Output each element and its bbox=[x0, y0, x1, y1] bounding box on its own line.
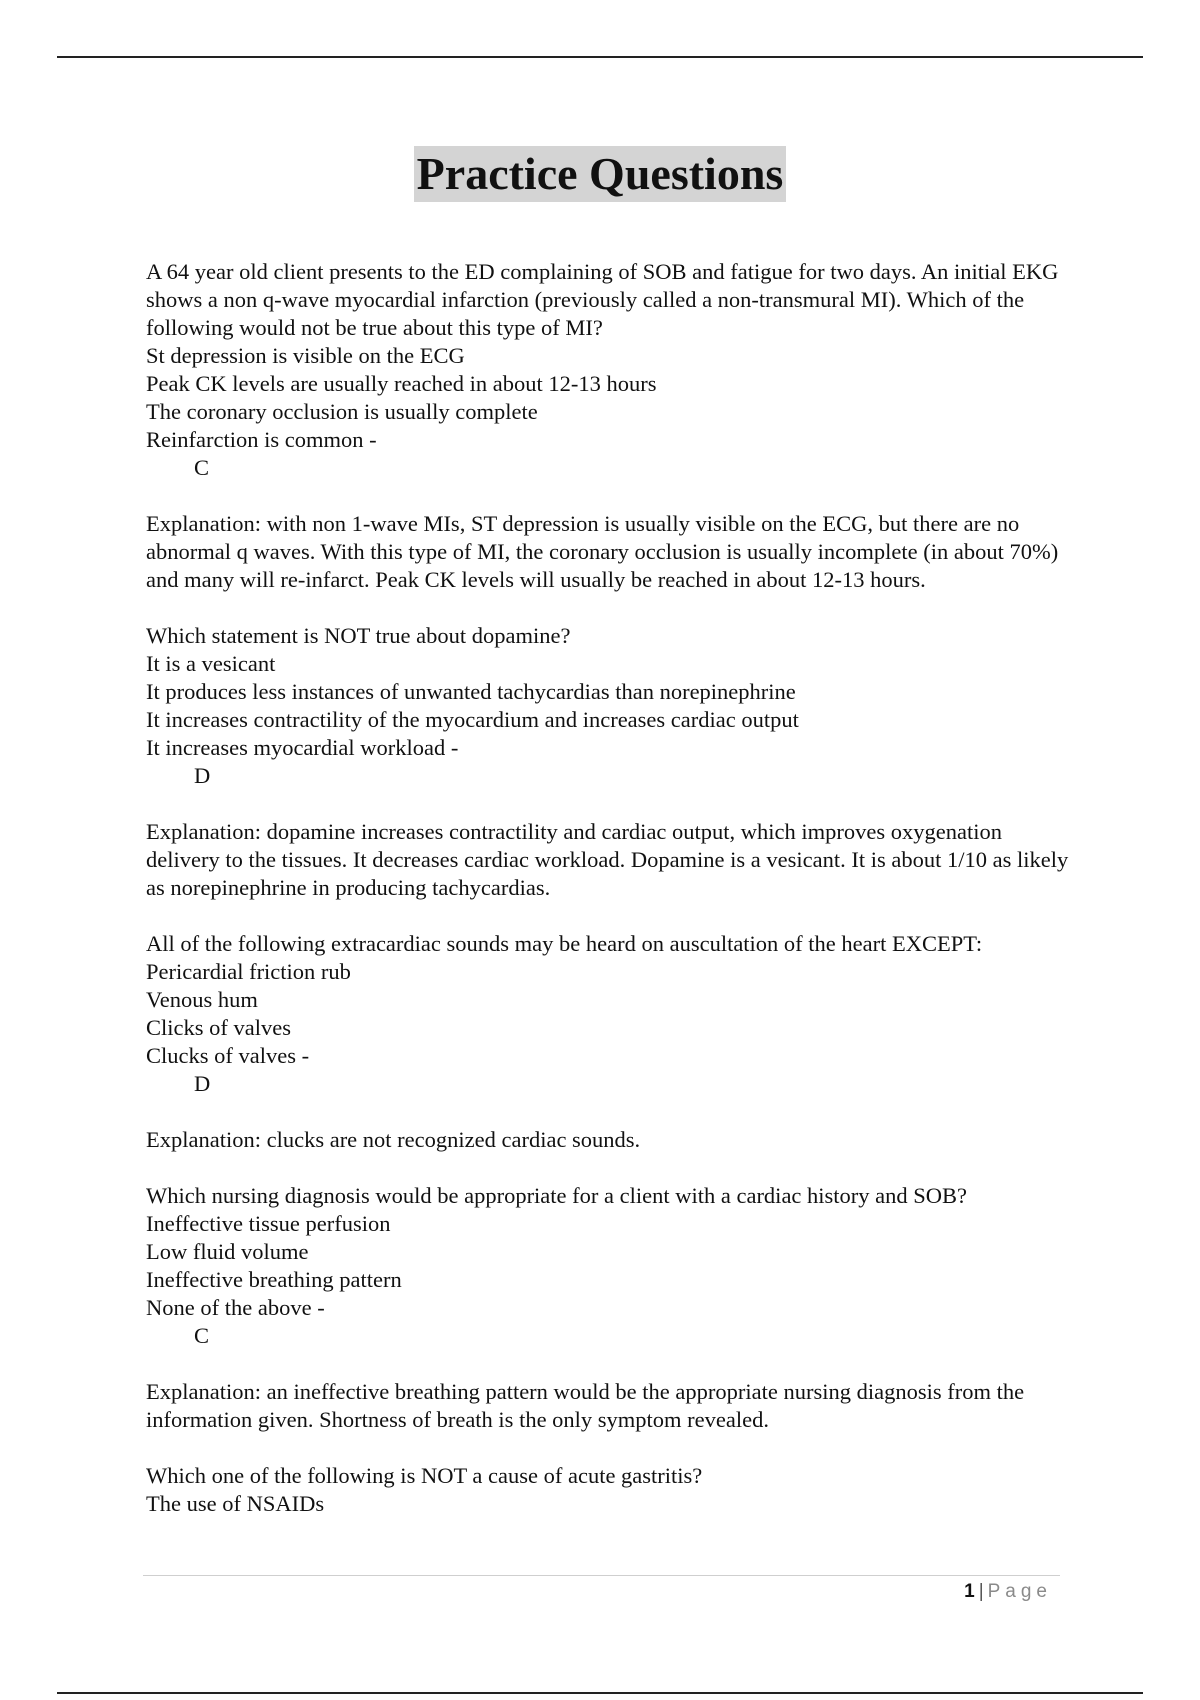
explanation-block-1 bbox=[146, 510, 1076, 594]
answer-option: Clucks of valves - bbox=[146, 1043, 310, 1068]
question-block-2 bbox=[146, 622, 1076, 790]
spacer bbox=[146, 594, 1076, 622]
answer-option: Pericardial friction rub bbox=[146, 959, 351, 984]
explanation-text: Explanation: an ineffective breathing pattern would be the appropriate nursing diagnosis from the information given. Shortness of breath is the only symptom revealed. bbox=[146, 1379, 1025, 1432]
answer-option: It is a vesicant bbox=[146, 651, 276, 676]
question-stem: All of the following extracardiac sounds may be heard on auscultation of the heart EXCEPT: bbox=[146, 931, 983, 956]
correct-answer: C bbox=[194, 455, 210, 480]
correct-answer: C bbox=[194, 1323, 210, 1348]
answer-option: Low fluid volume bbox=[146, 1239, 309, 1264]
answer-option: It produces less instances of unwanted tachycardias than norepinephrine bbox=[146, 679, 796, 704]
answer-option: Clicks of valves bbox=[146, 1015, 291, 1040]
question-stem: Which nursing diagnosis would be appropriate for a client with a cardiac history and SOB? bbox=[146, 1183, 968, 1208]
answer-option: Peak CK levels are usually reached in about 12-13 hours bbox=[146, 371, 657, 396]
explanation-text: Explanation: dopamine increases contractility and cardiac output, which improves oxygenation delivery to the tissues. It decreases cardiac workload. Dopamine is a vesicant. It is about 1/10 as likely as norepinephrine in producing tachycardias. bbox=[146, 819, 1069, 900]
spacer bbox=[146, 1434, 1076, 1462]
answer-option: The use of NSAIDs bbox=[146, 1491, 325, 1516]
explanation-block-3 bbox=[146, 1126, 1076, 1154]
explanation-block-2 bbox=[146, 818, 1076, 902]
explanation-text: Explanation: with non 1-wave MIs, ST depression is usually visible on the ECG, but there are no abnormal q waves. With this type of MI, the coronary occlusion is usually incomplete (in about 70%) and many will re-infarct. Peak CK levels will usually be reached in about 12-13 hours. bbox=[146, 511, 1059, 592]
answer-option: None of the above - bbox=[146, 1295, 325, 1320]
spacer bbox=[146, 1154, 1076, 1182]
question-block-5 bbox=[146, 1462, 1076, 1518]
spacer bbox=[146, 482, 1076, 510]
question-stem: A 64 year old client presents to the ED complaining of SOB and fatigue for two days. An initial EKG shows a non q-wave myocardial infarction (previously called a non-transmural MI). Which of the following would not be true about this type of MI? bbox=[146, 259, 1059, 340]
spacer bbox=[146, 1098, 1076, 1126]
explanation-block-4 bbox=[146, 1378, 1076, 1434]
answer-option: Ineffective tissue perfusion bbox=[146, 1211, 391, 1236]
spacer bbox=[146, 902, 1076, 930]
page-label: Page bbox=[987, 1581, 1052, 1602]
explanation-text: Explanation: clucks are not recognized cardiac sounds. bbox=[146, 1127, 641, 1152]
spacer bbox=[146, 790, 1076, 818]
answer-option: St depression is visible on the ECG bbox=[146, 343, 465, 368]
answer-option: It increases contractility of the myocardium and increases cardiac output bbox=[146, 707, 799, 732]
page-footer bbox=[964, 1580, 1052, 1604]
title-container bbox=[0, 146, 1200, 202]
question-block-1 bbox=[146, 258, 1076, 482]
answer-option: The coronary occlusion is usually complete bbox=[146, 399, 538, 424]
document-body bbox=[146, 258, 1076, 1518]
correct-answer: D bbox=[194, 763, 211, 788]
top-rule bbox=[57, 56, 1143, 58]
question-block-3 bbox=[146, 930, 1076, 1098]
footer-rule bbox=[143, 1575, 1060, 1576]
answer-option: It increases myocardial workload - bbox=[146, 735, 459, 760]
page-number: 1 bbox=[964, 1581, 975, 1602]
bottom-rule bbox=[57, 1692, 1143, 1694]
question-stem: Which one of the following is NOT a cause of acute gastritis? bbox=[146, 1463, 703, 1488]
answer-option: Ineffective breathing pattern bbox=[146, 1267, 402, 1292]
spacer bbox=[146, 1350, 1076, 1378]
answer-option: Venous hum bbox=[146, 987, 258, 1012]
correct-answer: D bbox=[194, 1071, 211, 1096]
page-title: Practice Questions bbox=[414, 146, 787, 202]
question-stem: Which statement is NOT true about dopamine? bbox=[146, 623, 571, 648]
footer-separator: | bbox=[978, 1581, 984, 1602]
answer-option: Reinfarction is common - bbox=[146, 427, 377, 452]
question-block-4 bbox=[146, 1182, 1076, 1350]
